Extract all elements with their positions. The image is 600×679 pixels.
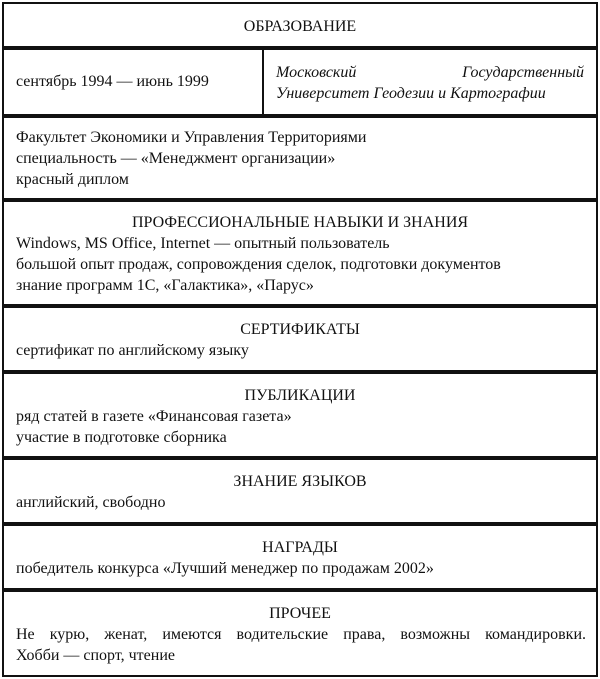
awards-heading: НАГРАДЫ bbox=[262, 539, 338, 556]
awards-item: победитель конкурса «Лучший менеджер по продажам 2002» bbox=[16, 560, 434, 577]
languages-heading: ЗНАНИЕ ЯЗЫКОВ bbox=[233, 473, 367, 490]
skills-item: знание программ 1С, «Галактика», «Парус» bbox=[16, 277, 314, 294]
specialty-text: специальность — «Менеджмент организации» bbox=[16, 150, 336, 167]
other-block bbox=[2, 590, 598, 677]
education-period: сентябрь 1994 — июнь 1999 bbox=[16, 73, 209, 90]
other-item: Хобби — спорт, чтение bbox=[16, 647, 175, 664]
awards-block bbox=[2, 524, 598, 590]
faculty-text: Факультет Экономики и Управления Территориями bbox=[16, 129, 367, 146]
university-name-line2: Университет Геодезии и Картографии bbox=[276, 85, 546, 102]
other-heading: ПРОЧЕЕ bbox=[269, 605, 331, 622]
publications-heading: ПУБЛИКАЦИИ bbox=[244, 387, 356, 404]
education-details-block bbox=[2, 116, 598, 200]
skills-item: большой опыт продаж, сопровождения сделок, подготовки документов bbox=[16, 256, 501, 273]
skills-heading: ПРОФЕССИОНАЛЬНЫЕ НАВЫКИ И ЗНАНИЯ bbox=[131, 214, 469, 231]
skills-item: Windows, MS Office, Internet — опытный пользователь bbox=[16, 235, 390, 252]
education-period-row bbox=[2, 48, 598, 116]
other-item: Не курю, женат, имеются водительские права, возможны командировки. bbox=[16, 626, 586, 643]
languages-block bbox=[2, 458, 598, 524]
publications-item: участие в подготовке сборника bbox=[16, 429, 227, 446]
education-row-divider bbox=[262, 50, 264, 114]
certificates-block bbox=[2, 306, 598, 372]
publications-block bbox=[2, 372, 598, 458]
certificates-item: сертификат по английскому языку bbox=[16, 342, 249, 359]
university-name-line1: Московский Государственный bbox=[276, 64, 584, 81]
certificates-heading: СЕРТИФИКАТЫ bbox=[240, 321, 360, 338]
languages-item: английский, свободно bbox=[16, 494, 166, 511]
publications-item: ряд статей в газете «Финансовая газета» bbox=[16, 408, 292, 425]
education-header-block bbox=[2, 2, 598, 48]
education-heading: ОБРАЗОВАНИЕ bbox=[243, 18, 357, 35]
skills-block bbox=[2, 200, 598, 306]
diploma-text: красный диплом bbox=[16, 171, 129, 188]
